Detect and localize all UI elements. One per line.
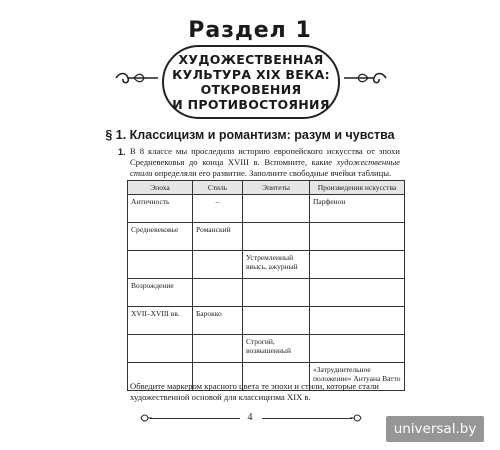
right-divider <box>262 418 352 419</box>
task-text-start: В 8 классе мы проследили историю европейского искусства от эпохи Средневековья до конца XVIII в. Вспомните, какие <box>130 146 400 167</box>
table-row <box>128 335 405 363</box>
table-row <box>128 195 405 223</box>
table-cell[interactable] <box>243 307 310 335</box>
table-cell[interactable] <box>243 223 310 251</box>
header-artworks: Произведения искусства <box>310 181 405 195</box>
table-cell[interactable]: Романский <box>193 223 243 251</box>
table-row <box>128 251 405 279</box>
left-ornament-icon <box>114 70 158 86</box>
table-cell[interactable] <box>243 279 310 307</box>
table-cell[interactable]: Барокко <box>193 307 243 335</box>
header-epithets: Эпитеты <box>243 181 310 195</box>
table-cell[interactable] <box>128 335 193 363</box>
table-cell[interactable]: – <box>193 195 243 223</box>
table-cell[interactable] <box>243 195 310 223</box>
task-text-italic: художественные стили <box>130 157 400 178</box>
table-cell[interactable]: Античность <box>128 195 193 223</box>
header-style: Стиль <box>193 181 243 195</box>
table-cell[interactable]: Средневековье <box>128 223 193 251</box>
task-text <box>130 146 400 179</box>
table-cell[interactable]: Возрождение <box>128 279 193 307</box>
page-number: 4 <box>247 412 253 423</box>
table-cell[interactable]: XVII–XVIII вв. <box>128 307 193 335</box>
table-cell[interactable] <box>193 335 243 363</box>
table-cell[interactable] <box>310 279 405 307</box>
table-header-row <box>128 181 405 195</box>
table-cell[interactable]: Устремленный ввысь, ажурный <box>243 251 310 279</box>
left-flourish-icon <box>140 413 152 423</box>
table-cell[interactable]: «Затруднительное положение» Антуана Ватто <box>310 363 405 391</box>
right-flourish-icon <box>350 413 362 423</box>
table-cell[interactable] <box>193 251 243 279</box>
paragraph-heading: § 1. Классицизм и романтизм: разум и чувства <box>105 128 395 142</box>
chapter-banner <box>162 45 340 119</box>
task-text-end: определяли его развитие. Заполните свободные ячейки таблицы. <box>152 168 392 178</box>
table-row <box>128 223 405 251</box>
task-number: 1. <box>118 147 126 157</box>
epochs-table <box>127 180 405 391</box>
right-ornament-icon <box>344 70 388 86</box>
footer-instruction: Обведите маркером красного цвета те эпохи и стили, которые стали художественной основой для классицизма XIX в. <box>130 381 379 402</box>
table-cell[interactable] <box>310 307 405 335</box>
table-cell[interactable] <box>310 335 405 363</box>
table-cell[interactable] <box>128 251 193 279</box>
table-cell[interactable]: Парфенон <box>310 195 405 223</box>
table-cell[interactable]: Строгий, возвышенный <box>243 335 310 363</box>
table-row <box>128 307 405 335</box>
table-cell[interactable] <box>310 251 405 279</box>
table-cell[interactable] <box>310 223 405 251</box>
header-epoch: Эпоха <box>128 181 193 195</box>
watermark: universal.by <box>386 416 484 442</box>
section-title: Раздел 1 <box>188 18 312 43</box>
table-row <box>128 279 405 307</box>
chapter-title: ХУДОЖЕСТВЕННАЯ КУЛЬТУРА XIX ВЕКА: ОТКРОВЕНИЯ И ПРОТИВОСТОЯНИЯ <box>172 52 330 112</box>
table-cell[interactable] <box>193 279 243 307</box>
